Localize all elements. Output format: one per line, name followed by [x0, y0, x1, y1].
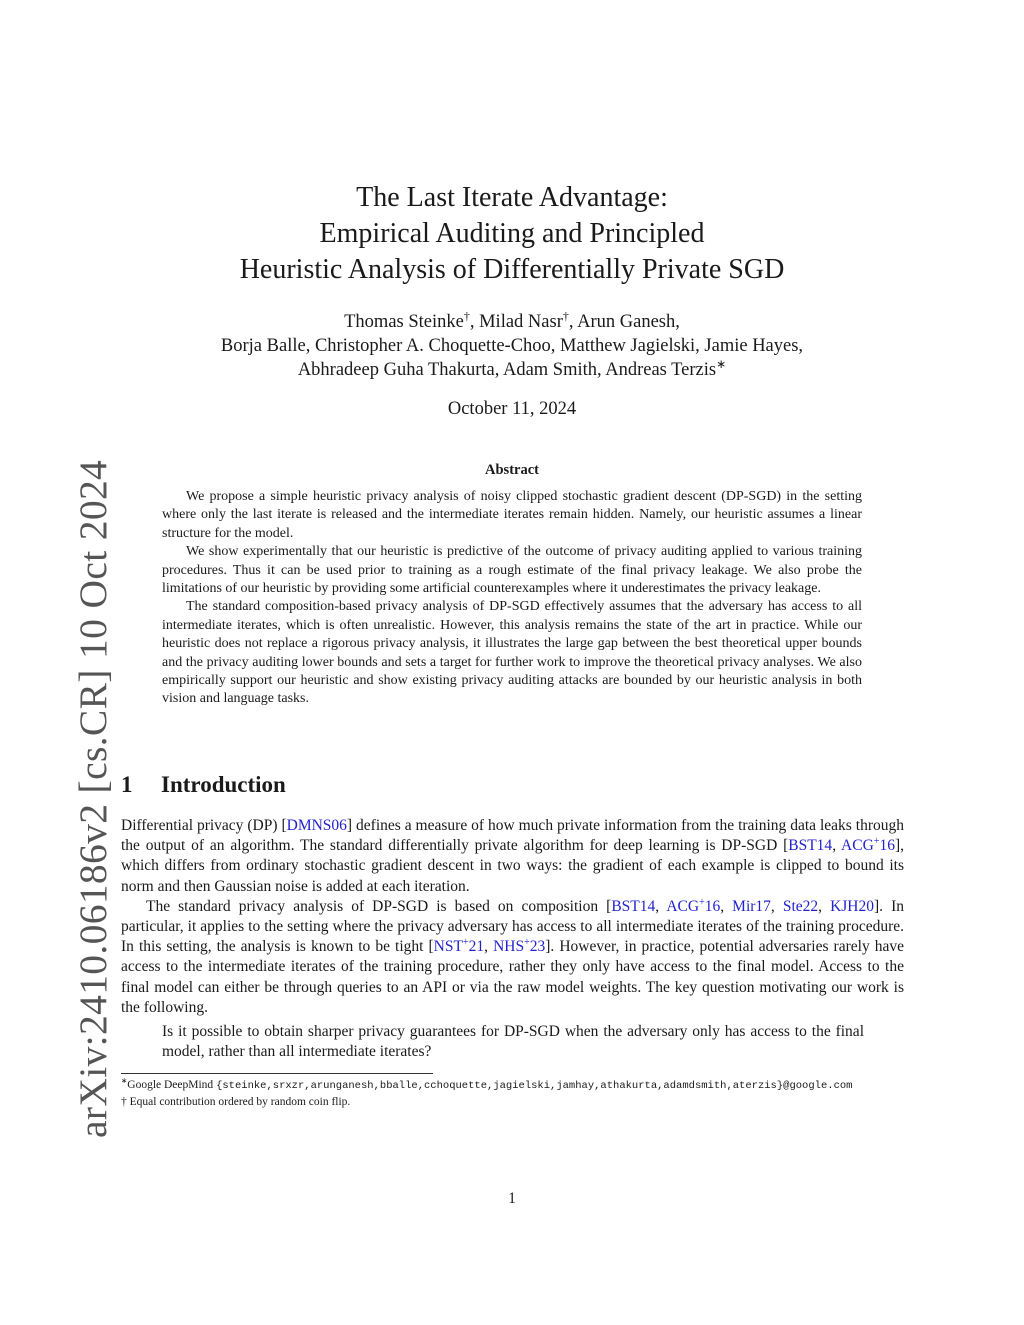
title-line: Heuristic Analysis of Differentially Private SGD: [239, 254, 785, 285]
section-number: 1: [121, 772, 133, 797]
footnotes: [121, 1077, 1001, 1110]
abstract-paragraph: The standard composition-based privacy analysis of DP-SGD effectively assumes that the adversary has access to all intermediate iterates, which is often unrealistic. However, this analysis remains the state of the art in practice. While our heuristic does not replace a rigorous privacy analysis, it illustrates the large gap between the best theoretical upper bounds and the privacy auditing lower bounds and sets a target for further work to improve the theoretical privacy analyses. We also empirically support our heuristic and show existing privacy auditing attacks are bounded by our heuristic analysis in both vision and language tasks.: [162, 599, 862, 707]
title-line: Empirical Auditing and Principled: [319, 218, 705, 249]
paper-title: [0, 180, 1024, 288]
abstract-paragraph: We show experimentally that our heuristic is predictive of the outcome of privacy auditing applied to various training procedures. Thus it can be used prior to training as a rough estimate of the final privacy leakage. We also probe the limitations of our heuristic by providing some artificial counterexamples where it underestimates the privacy leakage.: [162, 544, 862, 597]
author-line-3: Abhradeep Guha Thakurta, Adam Smith, Andreas Terzis∗: [297, 356, 727, 380]
author-line-2: Borja Balle, Christopher A. Choquette-Choo, Matthew Jagielski, Jamie Hayes,: [220, 336, 804, 356]
key-question: Is it possible to obtain sharper privacy guarantees for DP-SGD when the adversary only has access to the final model, rather than all intermediate iterates?: [162, 1023, 864, 1061]
abstract-body: [162, 488, 862, 709]
citation-link[interactable]: ACG+16: [841, 836, 895, 855]
citation-link[interactable]: BST14: [611, 897, 656, 915]
footnote-divider: [121, 1073, 433, 1074]
footnote-affiliation: ∗Google DeepMind {steinke,srxzr,arunganesh,bballe,cchoquette,jagielski,jamhay,athakurta,adamdsmith,aterzis}@google.com: [121, 1076, 853, 1092]
section-title: Introduction: [161, 772, 286, 797]
intro-paragraph-2: The standard privacy analysis of DP-SGD is based on composition [BST14, ACG+16, Mir17, Ste22, KJH20]. In particular, it applies to the setting where the privacy adversary has access to all intermediate iterates of the training procedure. In this setting, the analysis is known to be tight [NST+21, NHS+23]. However, in practice, potential adversaries rarely have access to the intermediate iterates of the training procedure, rather they only have access to the final model. Access to the final model can either be through queries to an API or via the raw model weights. The key question motivating our work is the following.: [121, 896, 905, 1016]
citation-link[interactable]: NHS+23: [493, 937, 546, 956]
author-line-1: Thomas Steinke†, Milad Nasr†, Arun Ganesh,: [344, 308, 680, 332]
author-list: [0, 310, 1024, 382]
citation-link[interactable]: ACG+16: [666, 896, 721, 915]
abstract-heading: Abstract: [485, 462, 539, 478]
section-heading: [121, 772, 286, 798]
citation-link[interactable]: KJH20: [830, 897, 874, 915]
paper-date: October 11, 2024: [447, 399, 577, 419]
citation-link[interactable]: Mir17: [732, 897, 771, 915]
email-list: {steinke,srxzr,arunganesh,bballe,cchoquette,jagielski,jamhay,athakurta,adamdsmith,aterzis}@google.com: [216, 1080, 853, 1092]
abstract-paragraph: We propose a simple heuristic privacy analysis of noisy clipped stochastic gradient descent (DP-SGD) in the setting where only the last iterate is released and the intermediate iterates remain hidden. Namely, our heuristic assumes a linear structure for the model.: [162, 489, 862, 541]
citation-link[interactable]: NST+21: [433, 937, 485, 956]
page-number: 1: [508, 1190, 516, 1207]
citation-link[interactable]: BST14: [788, 837, 833, 855]
footnote-contribution: † Equal contribution ordered by random coin flip.: [121, 1096, 351, 1108]
intro-body: [121, 816, 904, 1062]
citation-link[interactable]: DMNS06: [286, 817, 347, 834]
title-line: The Last Iterate Advantage:: [356, 182, 668, 213]
citation-link[interactable]: Ste22: [782, 897, 819, 915]
intro-paragraph-1: Differential privacy (DP) [DMNS06] defines a measure of how much private information from the training data leaks through the output of an algorithm. The standard differentially private algorithm for deep learning is DP-SGD [BST14, ACG+16], which differs from ordinary stochastic gradient descent in two ways: the gradient of each example is clipped to bound its norm and then Gaussian noise is added at each iteration.: [121, 817, 904, 895]
arxiv-identifier: arXiv:2410.06186v2 [cs.CR] 10 Oct 2024: [71, 459, 115, 1138]
